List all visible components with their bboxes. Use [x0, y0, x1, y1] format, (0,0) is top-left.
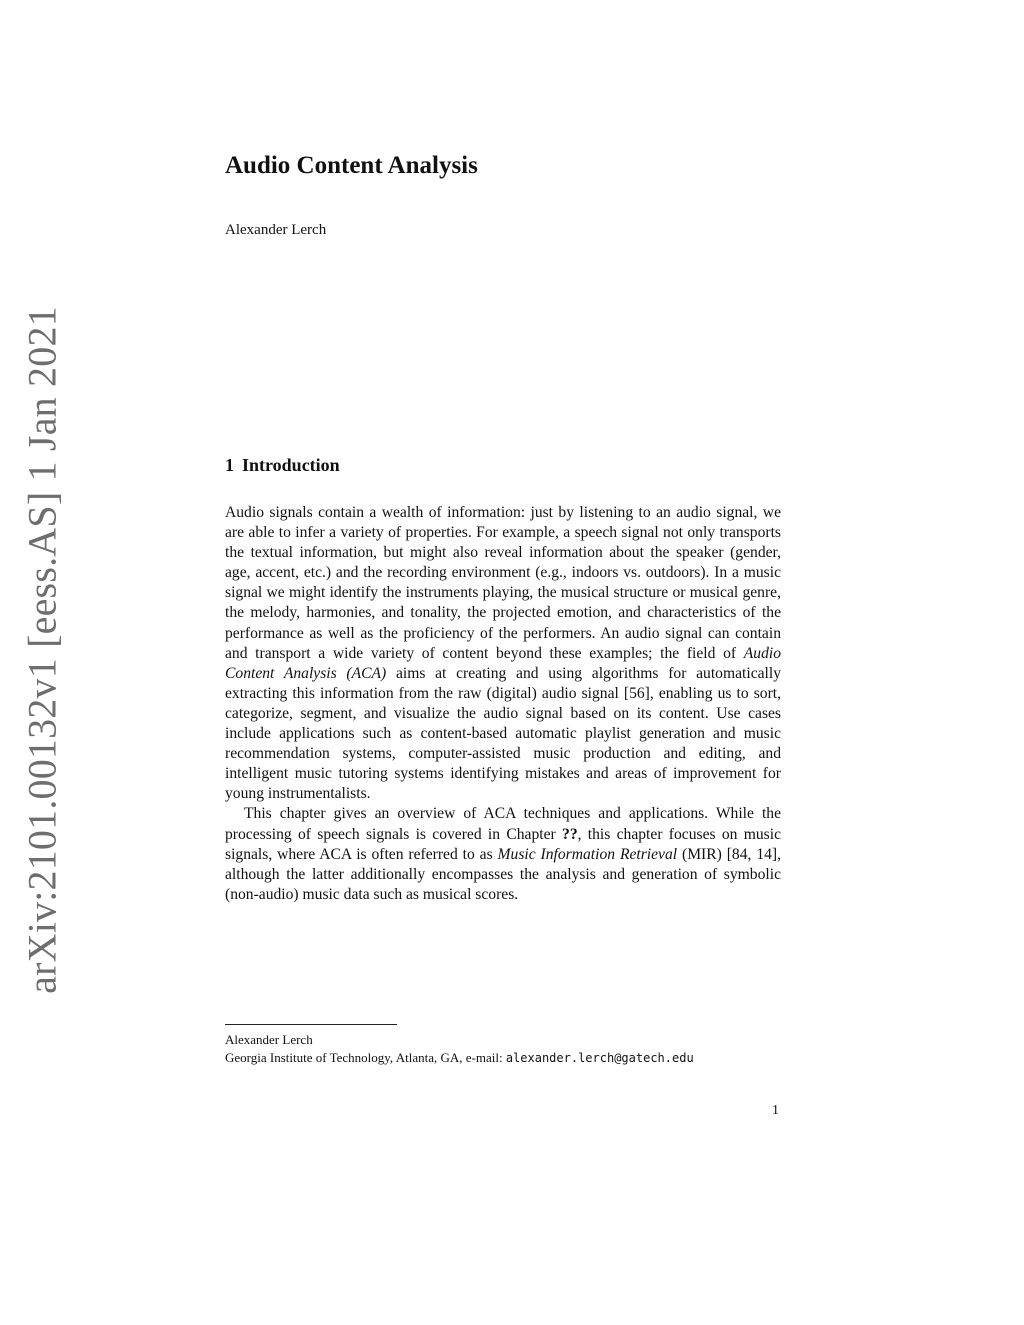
- footnote-divider: [225, 1024, 397, 1025]
- chapter-reference: ??: [562, 825, 578, 843]
- paragraph-text: Audio signals contain a wealth of information: just by listening to an audio signal, we are able to infer a variety of properties. For example, a speech signal not only transports the textual information, but might also reveal information about the speaker (gender, age, accent, etc.) and the recording environment (e.g., indoors vs. outdoors). In a music signal we might identify the instruments playing, the musical structure or musical genre, the melody, harmonies, and tonality, the projected emotion, and characteristics of the performance as well as the proficiency of the performers. An audio signal can contain and transport a wide variety of content beyond these examples; the field of: [225, 504, 781, 662]
- emphasis-text: Music Information Retrieval: [497, 845, 678, 863]
- paragraph-text: , this chapter focuses on music signals, where ACA is often referred to as: [225, 825, 781, 863]
- paragraph: [225, 804, 781, 904]
- arxiv-identifier: arXiv:2101.00132v1 [eess.AS] 1 Jan 2021: [19, 306, 65, 994]
- paragraph-text: (MIR) [84, 14], although the latter additionally encompasses the analysis and generation of symbolic (non-audio) music data such as musical scores.: [225, 845, 782, 903]
- email-link[interactable]: alexander.lerch@gatech.edu: [505, 1051, 694, 1065]
- affiliation-text: Georgia Institute of Technology, Atlanta, GA, e-mail:: [225, 1050, 506, 1065]
- section-number: 1: [225, 455, 234, 475]
- paper-title: Audio Content Analysis: [225, 152, 478, 179]
- page-number: 1: [772, 1103, 779, 1118]
- section-heading: [225, 455, 340, 476]
- footnote: [225, 1031, 694, 1067]
- paragraph-text: aims at creating and using algorithms for automatically extracting this information from the raw (digital) audio signal [56], enabling us to sort, categorize, segment, and visualize the audio signal based on its content. Use cases include applications such as content-based automatic playlist generation and music recommendation systems, computer-assisted music production and editing, and intelligent music tutoring systems identifying mistakes and areas of improvement for young instrumentalists.: [225, 664, 781, 803]
- paragraph: [225, 503, 781, 804]
- section-title: Introduction: [242, 455, 340, 475]
- emphasis-text: Audio Content Analysis (ACA): [225, 644, 781, 682]
- footnote-affiliation: [225, 1049, 694, 1067]
- body-text: [225, 503, 781, 905]
- author-name: Alexander Lerch: [225, 222, 327, 238]
- paragraph-text: This chapter gives an overview of ACA techniques and applications. While the processing of speech signals is covered in Chapter: [225, 805, 781, 843]
- footnote-author: Alexander Lerch: [225, 1032, 313, 1047]
